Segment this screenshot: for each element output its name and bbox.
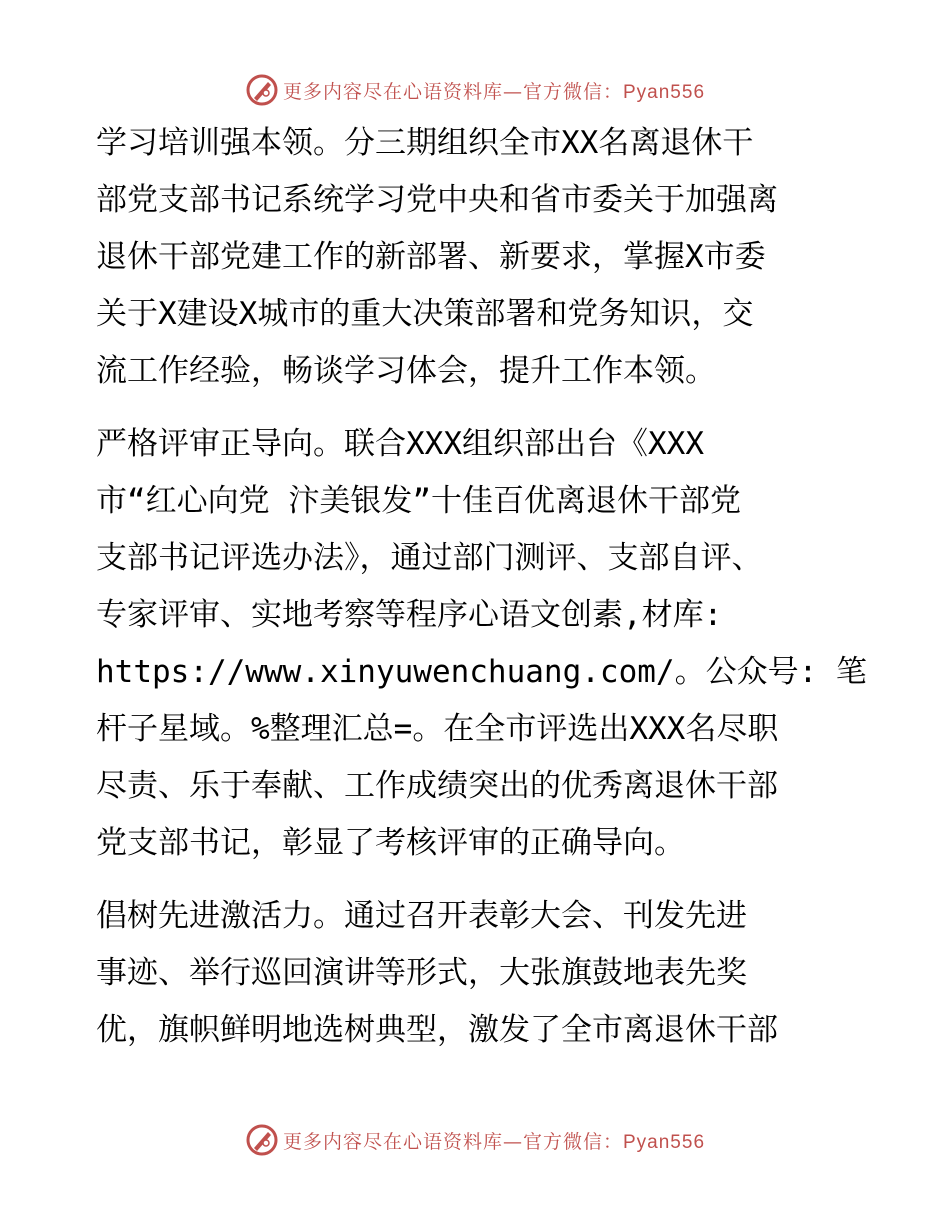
text-line: 党支部书记，彰显了考核评审的正确导向。 <box>96 825 685 861</box>
document-body <box>96 115 867 1075</box>
red-pen-logo-icon <box>245 1123 279 1157</box>
text-line: 杆子星域。%整理汇总=。在全市评选出XXX名尽职 <box>96 711 779 747</box>
text-line: 市“红心向党 汴美银发”十佳百优离退休干部党 <box>96 483 741 519</box>
banner-text: 更多内容尽在心语资料库—官方微信：Pyan556 <box>282 80 706 103</box>
paragraph <box>96 115 856 400</box>
text-line: 专家评审、实地考察等程序心语文创素,材库: <box>96 597 723 633</box>
text-line: 部党支部书记系统学习党中央和省市委关于加强离 <box>96 182 778 218</box>
red-pen-logo-icon <box>245 73 279 107</box>
text-line: 尽责、乐于奉献、工作成绩突出的优秀离退休干部 <box>96 768 778 804</box>
wechat-id: Pyan556 <box>623 81 706 103</box>
header-banner <box>0 70 950 110</box>
text-line: 关于X建设X城市的重大决策部署和党务知识，交 <box>96 296 754 332</box>
text-line: 退休干部党建工作的新部署、新要求，掌握X市委 <box>96 239 766 275</box>
paragraph <box>96 416 867 872</box>
text-line: 学习培训强本领。分三期组织全市XX名离退休干 <box>96 125 754 161</box>
text-line: 事迹、举行巡回演讲等形式，大张旗鼓地表先奖 <box>96 955 747 991</box>
text-line: 倡树先进激活力。通过召开表彰大会、刊发先进 <box>96 898 747 934</box>
banner-text: 更多内容尽在心语资料库—官方微信：Pyan556 <box>282 1130 706 1153</box>
text-line: https://www.xinyuwenchuang.com/。公众号: 笔 <box>96 654 867 690</box>
text-line: 流工作经验，畅谈学习体会，提升工作本领。 <box>96 353 716 389</box>
wechat-id: Pyan556 <box>623 1131 706 1153</box>
text-line: 支部书记评选办法》，通过部门测评、支部自评、 <box>96 540 763 576</box>
text-line: 严格评审正导向。联合XXX组织部出台《XXX <box>96 426 704 462</box>
footer-banner <box>0 1120 950 1160</box>
paragraph <box>96 888 856 1059</box>
text-line: 优，旗帜鲜明地选树典型，激发了全市离退休干部 <box>96 1012 778 1048</box>
